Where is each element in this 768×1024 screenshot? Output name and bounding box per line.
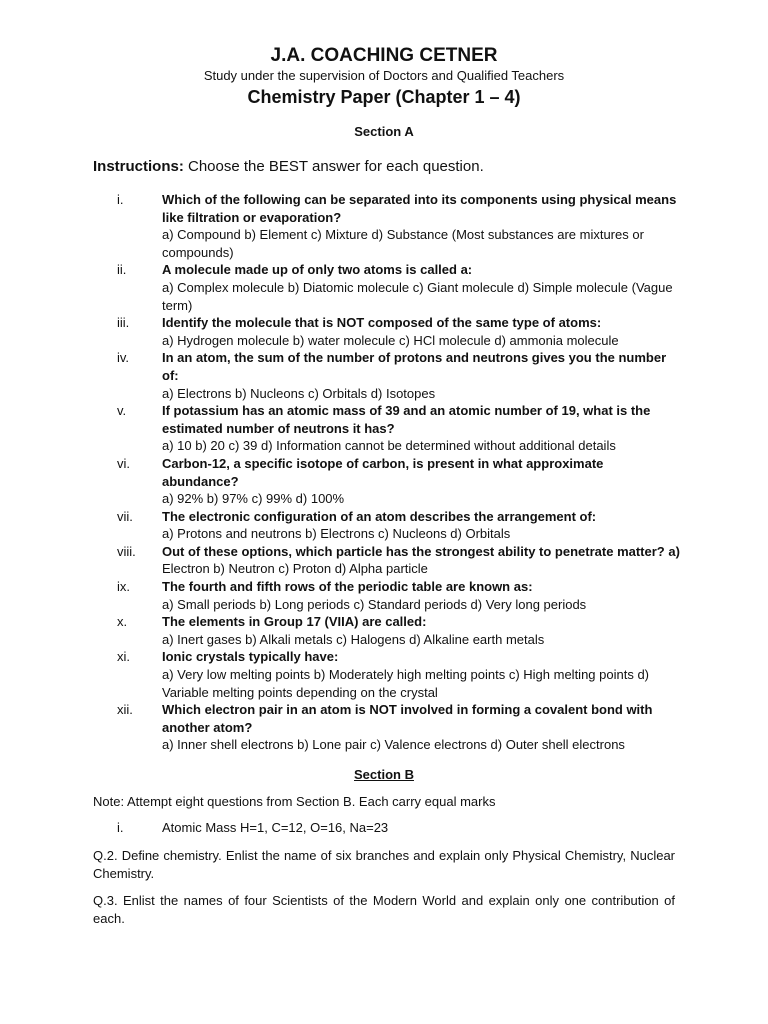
question-text: Which of the following can be separated into its components using physical means like filtration or evaporation?: [162, 192, 677, 225]
institute-tagline: Study under the supervision of Doctors and Qualified Teachers: [203, 68, 565, 83]
question-body: [162, 402, 683, 455]
answer-options: a) Electrons b) Nucleons c) Orbitals d) Isotopes: [162, 385, 436, 401]
data-text: Atomic Mass H=1, C=12, O=16, Na=23: [162, 820, 389, 835]
question-body: [162, 701, 683, 754]
question-item: [93, 314, 683, 349]
question-item: [93, 543, 683, 578]
question-number: iv.: [117, 350, 130, 366]
mcq-list: [93, 191, 683, 754]
question-item: [93, 648, 683, 701]
answer-options: a) Compound b) Element c) Mixture d) Substance (Most substances are mixtures or compounds): [162, 227, 644, 260]
question-item: [93, 613, 683, 648]
answer-options: a) Hydrogen molecule b) water molecule c) HCl molecule d) ammonia molecule: [162, 332, 619, 348]
question-text: The fourth and fifth rows of the periodic table are known as:: [162, 579, 533, 595]
question-2: Q.2. Define chemistry. Enlist the name of six branches and explain only Physical Chemistry, Nuclear Chemistry.: [93, 848, 675, 881]
instructions-label: Instructions:: [93, 158, 184, 175]
question-item: [93, 578, 683, 613]
question-body: [162, 455, 683, 508]
question-number: viii.: [117, 543, 136, 559]
answer-options: a) Complex molecule b) Diatomic molecule c) Giant molecule d) Simple molecule (Vague term): [162, 279, 673, 313]
question-text: Which electron pair in an atom is NOT involved in forming a covalent bond with another atom?: [162, 702, 653, 735]
question-number: ii.: [117, 262, 127, 278]
question-body: [162, 191, 683, 261]
question-text: In an atom, the sum of the number of protons and neutrons gives you the number of:: [162, 350, 667, 383]
question-item: [93, 455, 683, 508]
answer-options: a) Protons and neutrons b) Electrons c) Nucleons d) Orbitals: [162, 526, 511, 542]
question-number: ix.: [117, 579, 130, 595]
question-item: [93, 701, 683, 754]
paper-title: Chemistry Paper (Chapter 1 – 4): [247, 87, 521, 107]
answer-options: a) 92% b) 97% c) 99% d) 100%: [162, 491, 345, 507]
institute-name: J.A. COACHING CETNER: [270, 45, 498, 66]
question-body: [162, 349, 683, 402]
question-item: [93, 261, 683, 314]
question-text: If potassium has an atomic mass of 39 and an atomic number of 19, what is the estimated number of neutrons it has?: [162, 403, 651, 436]
question-text: Identify the molecule that is NOT composed of the same type of atoms:: [162, 315, 602, 331]
question-number: iii.: [117, 315, 130, 331]
question-text: A molecule made up of only two atoms is called a:: [162, 262, 473, 278]
question-number: v.: [117, 403, 127, 419]
question-body: [162, 508, 683, 543]
question-number: vii.: [117, 508, 133, 524]
section-b-note: Note: Attempt eight questions from Section B. Each carry equal marks: [93, 794, 496, 809]
answer-options: a) Inner shell electrons b) Lone pair c) Valence electrons d) Outer shell electrons: [162, 737, 625, 753]
section-a-heading: Section A: [354, 124, 414, 139]
question-body: [162, 613, 683, 648]
question-body: [162, 314, 683, 349]
question-number: xii.: [117, 702, 133, 718]
question-text: Out of these options, which particle has the strongest ability to penetrate matter? a): [162, 543, 680, 559]
question-3: Q.3. Enlist the names of four Scientists of the Modern World and explain only one contribution of each.: [93, 893, 675, 926]
question-number: xi.: [117, 649, 130, 665]
question-number: x.: [117, 614, 128, 630]
question-text: Carbon-12, a specific isotope of carbon, is present in what approximate abundance?: [162, 455, 604, 489]
section-b-heading: Section B: [354, 767, 414, 782]
answer-options: Electron b) Neutron c) Proton d) Alpha particle: [162, 561, 428, 577]
question-item: [93, 191, 683, 261]
question-body: [162, 648, 683, 701]
question-item: [93, 402, 683, 455]
question-number: i.: [117, 192, 124, 207]
question-text: The electronic configuration of an atom describes the arrangement of:: [162, 508, 597, 524]
question-body: [162, 261, 683, 314]
question-item: [93, 349, 683, 402]
question-item: [93, 508, 683, 543]
question-body: [162, 543, 683, 578]
question-text: The elements in Group 17 (VIIA) are called:: [162, 614, 427, 630]
answer-options: a) Inert gases b) Alkali metals c) Halogens d) Alkaline earth metals: [162, 631, 545, 647]
instructions: [93, 158, 484, 175]
question-body: [162, 578, 683, 613]
answer-options: a) Small periods b) Long periods c) Standard periods d) Very long periods: [162, 596, 587, 612]
atomic-mass-data: [93, 820, 388, 835]
answer-options: a) Very low melting points b) Moderately high melting points c) High melting points d) Variable melting points depending on the crystal: [162, 667, 650, 700]
answer-options: a) 10 b) 20 c) 39 d) Information cannot be determined without additional details: [162, 438, 616, 454]
instructions-text: Choose the BEST answer for each question.: [183, 158, 484, 175]
question-number: vi.: [117, 455, 130, 471]
question-text: Ionic crystals typically have:: [162, 649, 339, 665]
data-number: i.: [117, 820, 124, 835]
